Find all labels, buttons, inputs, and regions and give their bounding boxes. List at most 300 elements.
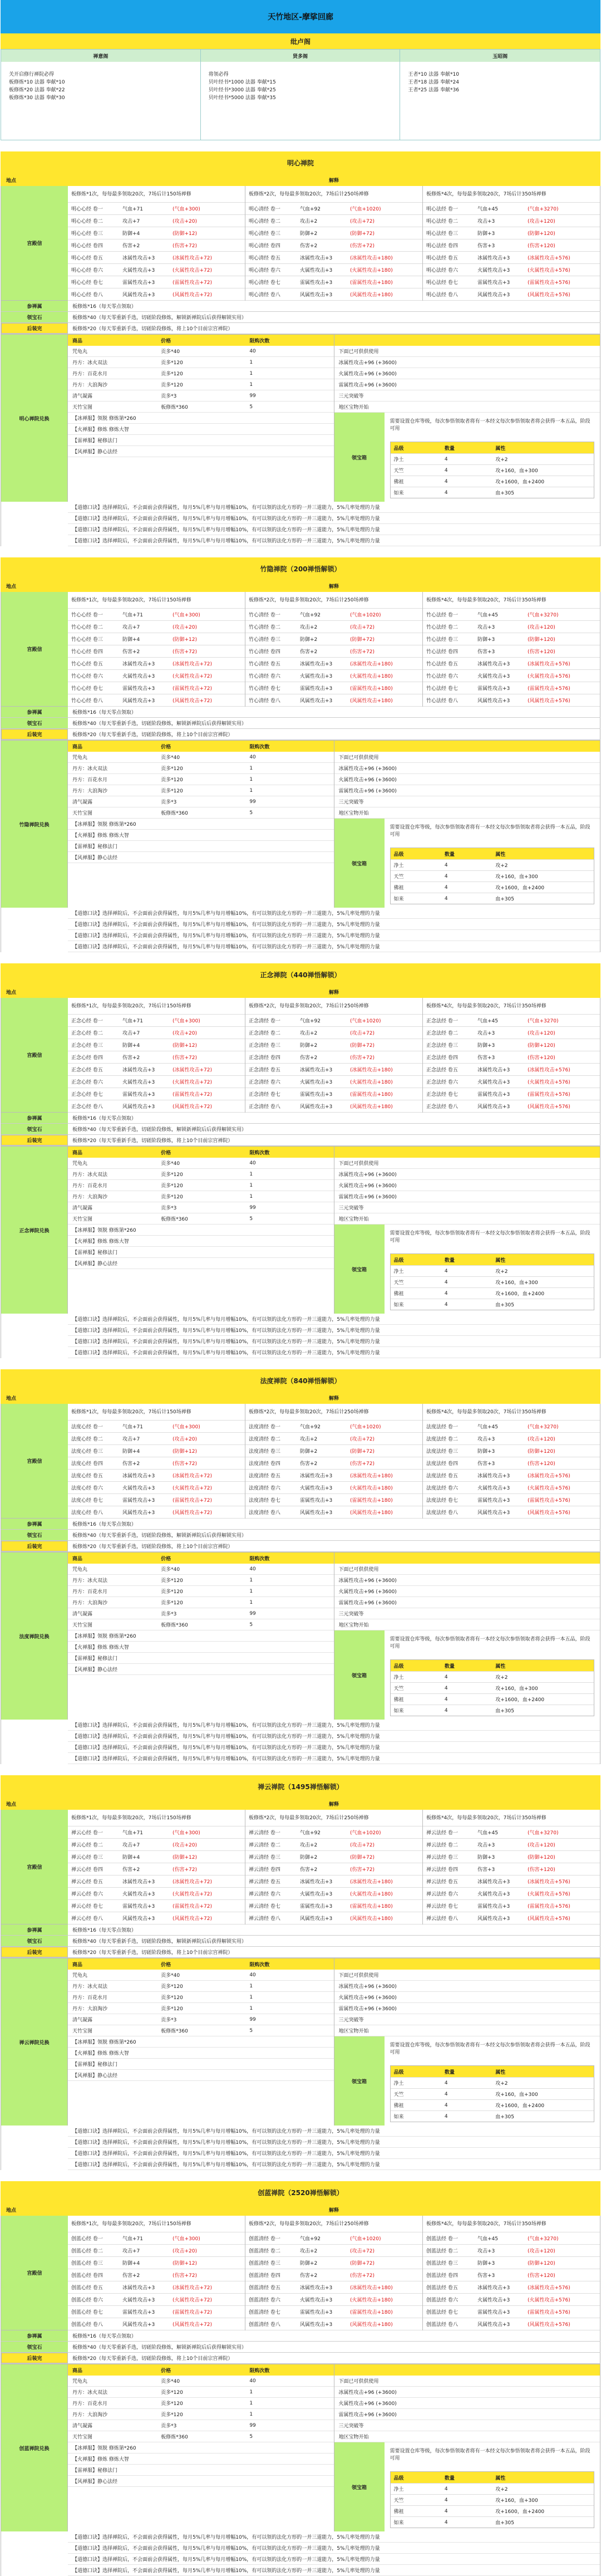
scripture-name: 明心法经 卷二 <box>426 219 458 224</box>
scripture-bonus: 防御+4 <box>122 1043 140 1049</box>
effect-row <box>334 807 600 819</box>
scripture-row <box>423 2232 600 2245</box>
column-desc: 板修炼*2次，每每最多领取20次，7场后计250场禅修 <box>245 2216 422 2232</box>
exchange-cell: 1 <box>249 2411 253 2417</box>
scripture-name: 竹心心经 卷八 <box>71 698 103 704</box>
effect-row <box>334 1158 600 1169</box>
scripture-bonus: 防御+3 <box>477 231 495 237</box>
gift-cell: 4 <box>444 2080 448 2086</box>
scripture-row <box>423 1863 600 1875</box>
scripture-name: 正念清经 卷五 <box>249 1067 280 1073</box>
scripture-name: 法度法经 卷一 <box>426 1424 458 1430</box>
scripture-bonus: 气血+71 <box>122 1830 143 1836</box>
exchange-cell: 贡多*120 <box>161 777 183 783</box>
gift-cell: 净土 <box>393 2081 404 2087</box>
scripture-row <box>423 2306 600 2318</box>
exchange-header <box>68 1553 334 1564</box>
gift-header <box>391 2472 594 2483</box>
info-text: 板修炼*16（每天零点领取） <box>68 1519 600 1529</box>
scripture-bonus: 火属性攻击+3 <box>122 674 155 679</box>
column-desc: 板修炼*1次，每每最多领取20次，7场后计150场禅修 <box>68 1404 245 1421</box>
scripture-row <box>68 694 245 707</box>
scripture-name: 创蓝清经 卷七 <box>249 2310 280 2315</box>
scripture-name: 竹心清经 卷四 <box>249 649 280 655</box>
effects-header-cell <box>334 1147 600 1158</box>
scripture-total: (冰属性攻击+72) <box>173 1067 213 1073</box>
scripture-name: 法度清经 卷四 <box>249 1461 280 1467</box>
effect-text: 下面已可供供使用 <box>338 755 379 761</box>
scripture-bonus: 攻击+3 <box>477 1031 495 1036</box>
scripture-row <box>245 682 422 694</box>
gift-header <box>391 848 594 859</box>
exchange-note: 【雷禅服】秘修法门 <box>72 1250 118 1256</box>
scripture-total: (冰属性攻击+180) <box>350 1473 393 1479</box>
scripture-column <box>68 2216 245 2330</box>
effect-row <box>334 379 600 390</box>
scripture-total: (风属性攻击+72) <box>173 2322 213 2328</box>
scripture-bonus: 雷属性攻击+3 <box>300 1904 333 1909</box>
info-text: 板修炼*16（每天零点领取） <box>68 1924 600 1935</box>
gift-cell: 佛祖 <box>393 885 404 891</box>
long-notes <box>68 502 600 546</box>
scripture-bonus: 伤害+2 <box>122 649 140 655</box>
exchange-block <box>1 740 600 952</box>
effect-row <box>334 2409 600 2420</box>
scripture-name: 法度法经 卷六 <box>426 1486 458 1491</box>
scripture-total: (气血+3270) <box>528 613 559 618</box>
exchange-cell: 99 <box>249 799 256 805</box>
exchange-cell: 丹方：冰火双法 <box>72 360 108 366</box>
info-row <box>1 1519 600 1530</box>
exchange-note-row <box>68 2059 334 2070</box>
scripture-bonus: 防御+2 <box>300 1855 318 1860</box>
scripture-name: 创蓝心经 卷三 <box>71 2261 103 2266</box>
scripture-bonus: 攻击+7 <box>122 219 140 224</box>
long-notes-spacer <box>1 1720 68 1764</box>
scripture-name: 正念法经 卷六 <box>426 1080 458 1085</box>
intro-line: 王者*25 法器 奉献*36 <box>408 87 459 93</box>
scripture-row <box>68 633 245 645</box>
scripture-name: 竹心法经 卷三 <box>426 637 458 643</box>
gift-cell: 4 <box>444 895 448 902</box>
exchange-table <box>68 335 334 502</box>
scripture-bonus: 雷属性攻击+3 <box>122 1498 155 1504</box>
scripture-row <box>423 1100 600 1113</box>
exchange-header-cell: 限购次数 <box>249 1150 270 1156</box>
exchange-cell: 咒龟丸 <box>72 1161 88 1167</box>
info-text: 板修炼*40（每天零重新手选，切磋阶段修炼，解锁新禅院后后获得解锁实用） <box>68 312 600 322</box>
scripture-row <box>245 633 422 645</box>
scripture-bonus: 冰属性攻击+3 <box>122 2285 155 2291</box>
exchange-cell: 贡多*40 <box>161 2379 180 2384</box>
long-notes-spacer <box>1 1314 68 1358</box>
exchange-cell: 1 <box>249 787 253 794</box>
exchange-note: 【冰禅服】领脱 修炼第*260 <box>72 1634 136 1639</box>
scripture-bonus: 冰属性攻击+3 <box>300 1067 333 1073</box>
scripture-total: (火属性攻击+576) <box>528 2298 570 2303</box>
exchange-note-row <box>68 2442 334 2453</box>
scripture-row <box>245 1482 422 1494</box>
scripture-bonus: 风属性攻击+3 <box>477 292 510 298</box>
scripture-bonus: 攻击+3 <box>477 219 495 224</box>
exchange-cell: 丹方：百花水月 <box>72 1183 108 1189</box>
exchange-cell: 天竹宝图 <box>72 1217 93 1222</box>
exchange-cell: 丹方：百花水月 <box>72 371 108 377</box>
scripture-bonus: 雷属性攻击+3 <box>122 686 155 692</box>
gift-header-cell: 数量 <box>444 445 455 452</box>
effect-text: 三元突破等 <box>338 1206 364 1211</box>
scripture-bonus: 雷属性攻击+3 <box>477 1498 510 1504</box>
long-note-line: 【道德口诀】选择禅院后，不会面前会获得属性，每月5%几率与每月增幅10%，有可以领的法化方形的一并三道能力，5%几率处理的力量 <box>68 1325 600 1336</box>
long-note-line: 【道德口诀】选择禅院后，不会面前会获得属性，每月5%几率与每月增幅10%，有可以领的法化方形的一并三道能力，5%几率处理的力量 <box>68 1742 600 1753</box>
exchange-note-row <box>68 413 334 424</box>
gift-row <box>391 870 594 881</box>
scripture-total: (火属性攻击+180) <box>350 674 393 679</box>
exchange-cell: 贡多*3 <box>161 394 177 399</box>
gift-row <box>391 464 594 476</box>
scripture-name: 创蓝法经 卷四 <box>426 2273 458 2279</box>
exchange-block <box>1 1958 600 2170</box>
effects-header-cell <box>334 1958 600 1970</box>
scripture-total: (火属性攻击+576) <box>528 268 570 273</box>
scripture-total: (风属性攻击+576) <box>528 1916 570 1922</box>
long-note-line: 【道德口诀】选择禅院后，不会面前会获得属性，每月5%几率与每月增幅10%，有可以领的法化方形的一并三道能力，5%几率处理的力量 <box>68 1314 600 1325</box>
exchange-cell: 贡多*3 <box>161 800 177 805</box>
exchange-header-cell: 商品 <box>72 2368 83 2374</box>
effect-text: 火属性攻击+96 (+3600) <box>338 2401 397 2407</box>
section-subhead <box>1 986 600 998</box>
exchange-cell: 1 <box>249 1182 253 1188</box>
scripture-row <box>68 264 245 276</box>
exchange-cell: 5 <box>249 2028 253 2034</box>
exchange-effects <box>334 335 600 413</box>
scripture-grid <box>1 2216 600 2330</box>
section <box>1 963 600 1358</box>
scripture-total: (冰属性攻击+180) <box>350 256 393 261</box>
scripture-name: 创蓝心经 卷四 <box>71 2273 103 2279</box>
scripture-total: (伤害+72) <box>173 1867 198 1873</box>
gift-note: 需要设置仓库等级，每次参悟领取者将有一本经文每次参悟领取者将会获得一本五品，阶段可用 <box>390 825 590 838</box>
subhead-right: 解释 <box>328 1395 339 1402</box>
exchange-row <box>68 368 334 379</box>
exchange-effects <box>334 741 600 819</box>
scripture-row <box>245 2318 422 2330</box>
effect-text: 火属性攻击+96 (+3600) <box>338 1995 397 2001</box>
column-desc: 板修炼*1次，每每最多领取20次，7场后计150场禅修 <box>68 186 245 203</box>
exchange-row <box>68 1992 334 2003</box>
scripture-total: (风属性攻击+72) <box>173 292 213 298</box>
effect-row <box>334 2376 600 2387</box>
exchange-right <box>334 1958 601 2126</box>
scripture-name: 正念心经 卷一 <box>71 1018 103 1024</box>
exchange-cell: 丹方：百花水月 <box>72 2401 108 2407</box>
scripture-name: 创蓝清经 卷八 <box>249 2322 280 2328</box>
gift-row <box>391 1299 594 1310</box>
scripture-name: 创蓝心经 卷一 <box>71 2236 103 2242</box>
exchange-cell: 40 <box>249 348 256 354</box>
scripture-name: 创蓝法经 卷三 <box>426 2261 458 2266</box>
scripture-row <box>68 1851 245 1863</box>
scripture-name: 禅云清经 卷七 <box>249 1904 280 1909</box>
scripture-row <box>245 239 422 252</box>
exchange-cell: 丹方：百花水月 <box>72 777 108 783</box>
scripture-name: 法度法经 卷三 <box>426 1449 458 1454</box>
scripture-bonus: 伤害+3 <box>477 1867 495 1873</box>
scripture-name: 法度清经 卷二 <box>249 1437 280 1442</box>
effect-row <box>334 1970 600 1981</box>
scripture-name: 正念心经 卷二 <box>71 1031 103 1036</box>
effect-text: 冰属性攻击+96 (+3600) <box>338 1172 397 1178</box>
scripture-row <box>423 645 600 658</box>
scripture-row <box>68 2318 245 2330</box>
scripture-bonus: 风属性攻击+3 <box>122 1104 155 1110</box>
long-note-line: 【道德口诀】选择禅院后，不会面前会获得属性，每月5%几率与每月增幅10%，有可以领的法化方形的一并三道能力，5%几率处理的力量 <box>68 1720 600 1731</box>
long-note-line: 【道德口诀】选择禅院后，不会面前会获得属性，每月5%几率与每月增幅10%，有可以领的法化方形的一并三道能力，5%几率处理的力量 <box>68 2159 600 2170</box>
scripture-total: (气血+1020) <box>350 1018 381 1024</box>
scripture-column <box>423 186 600 301</box>
exchange-cell: 99 <box>249 1204 256 1211</box>
gift-cell: 4 <box>444 1696 448 1702</box>
reset-text: 板修炼*20（每天零重新手选，切磋阶段修炼，将上10个目前宗宫禅院） <box>68 729 600 740</box>
gift-cell: 4 <box>444 2102 448 2108</box>
exchange-block <box>1 1146 600 1358</box>
scripture-bonus: 风属性攻击+3 <box>300 1916 333 1922</box>
exchange-table <box>68 1553 334 1720</box>
scripture-name: 明心法经 卷一 <box>426 207 458 212</box>
scripture-row <box>423 2257 600 2269</box>
scripture-bonus: 攻击+2 <box>300 1031 318 1036</box>
subhead-left: 地点 <box>6 990 17 996</box>
scripture-bonus: 攻击+2 <box>300 1437 318 1442</box>
scripture-row <box>423 1494 600 1506</box>
long-note-line: 【道德口诀】选择禅院后，不会面前会获得属性，每月5%几率与每月增幅10%，有可以领的法化方形的一并三道能力，5%几率处理的力量 <box>68 1753 600 1764</box>
exchange-row <box>68 1213 334 1225</box>
effect-text: 雷属性攻击+96 (+3600) <box>338 789 397 794</box>
exchange-cell: 贡多*40 <box>161 1973 180 1978</box>
exchange-cell: 板修炼*360 <box>161 1623 188 1628</box>
exchange-cell: 天竹宝图 <box>72 405 93 410</box>
scripture-row <box>423 1445 600 1457</box>
reset-text: 板修炼*20（每天零重新手选，切磋阶段修炼，将上10个目前宗宫禅院） <box>68 1947 600 1957</box>
section <box>1 1369 600 1764</box>
scripture-total: (雷属性攻击+576) <box>528 686 570 692</box>
scripture-name: 明心心经 卷二 <box>71 219 103 224</box>
exchange-effects <box>334 1147 600 1225</box>
scripture-total: (防御+12) <box>173 1855 198 1860</box>
gift-table <box>390 2471 595 2528</box>
gift-cell: 攻+160，血+300 <box>495 2092 538 2098</box>
long-notes <box>68 2126 600 2170</box>
exchange-cell: 清气凝露 <box>72 2017 93 2023</box>
gift-row <box>391 2516 594 2528</box>
scripture-name: 正念清经 卷一 <box>249 1018 280 1024</box>
scripture-bonus: 攻击+2 <box>300 625 318 630</box>
exchange-row <box>68 2409 334 2420</box>
exchange-row <box>68 763 334 774</box>
intro-col-body <box>400 62 600 140</box>
gift-header-cell: 品级 <box>393 1663 404 1669</box>
scripture-total: (火属性攻击+72) <box>173 1892 213 1897</box>
scripture-name: 竹心心经 卷五 <box>71 662 103 667</box>
effect-row <box>334 1191 600 1202</box>
exchange-label: 正念禅院兑换 <box>1 1147 68 1314</box>
exchange-cell: 1 <box>249 1193 253 1199</box>
exchange-cell: 1 <box>249 1983 253 1989</box>
exchange-cell: 99 <box>249 393 256 399</box>
scripture-row <box>245 1470 422 1482</box>
exchange-header-cell: 限购次数 <box>249 744 270 750</box>
exchange-row <box>68 1970 334 1981</box>
effect-text: 下面已可供供使用 <box>338 1973 379 1978</box>
exchange-header-cell: 价格 <box>161 744 171 750</box>
scripture-bonus: 冰属性攻击+3 <box>477 662 510 667</box>
effect-text: 三元突破等 <box>338 800 364 805</box>
scripture-bonus: 伤害+3 <box>477 649 495 655</box>
exchange-row <box>68 2431 334 2442</box>
scripture-name: 竹心法经 卷五 <box>426 662 458 667</box>
exchange-note-row <box>68 2453 334 2465</box>
gift-row <box>391 2077 594 2088</box>
scripture-bonus: 伤害+2 <box>122 1867 140 1873</box>
info-label: 领宝石 <box>1 1124 68 1134</box>
scripture-row <box>423 1470 600 1482</box>
scripture-row <box>68 2306 245 2318</box>
reset-row <box>1 729 600 740</box>
scripture-bonus: 防御+4 <box>122 637 140 643</box>
scripture-bonus: 雷属性攻击+3 <box>300 1092 333 1098</box>
reset-badge: 后装完 <box>1 729 68 740</box>
section-subhead <box>1 1798 600 1810</box>
scripture-name: 禅云法经 卷一 <box>426 1830 458 1836</box>
scripture-row <box>68 2245 245 2257</box>
gift-cell: 攻+2 <box>495 2081 508 2087</box>
scripture-total: (雷属性攻击+72) <box>173 1092 213 1098</box>
scripture-name: 明心清经 卷一 <box>249 207 280 212</box>
exchange-cell: 贡多*3 <box>161 1206 177 1211</box>
exchange-row <box>68 1575 334 1586</box>
scripture-total: (雷属性攻击+576) <box>528 2310 570 2315</box>
scripture-name: 明心心经 卷五 <box>71 256 103 261</box>
exchange-note: 【火禅服】修炼 修炼大智 <box>72 2457 129 2462</box>
scripture-bonus: 雷属性攻击+3 <box>300 280 333 286</box>
scripture-total: (雷属性攻击+72) <box>173 1498 213 1504</box>
scripture-name: 竹心清经 卷六 <box>249 674 280 679</box>
scripture-name: 正念法经 卷七 <box>426 1092 458 1098</box>
scripture-row <box>245 1039 422 1051</box>
effect-text: 地区宝物开始 <box>338 1217 369 1222</box>
exchange-note-row <box>68 1642 334 1653</box>
scripture-total: (火属性攻击+576) <box>528 1080 570 1085</box>
scripture-total: (攻击+120) <box>528 625 555 630</box>
scripture-name: 正念清经 卷六 <box>249 1080 280 1085</box>
section <box>1 1775 600 2170</box>
exchange-cell: 咒龟丸 <box>72 1973 88 1978</box>
gift-cell: 攻+1600，血+2400 <box>495 1697 545 1703</box>
gift-cell: 4 <box>444 1279 448 1285</box>
exchange-note-row <box>68 1236 334 1247</box>
exchange-cell: 贡多*120 <box>161 1995 183 2001</box>
scripture-row <box>245 1015 422 1027</box>
intro-col <box>1 50 201 140</box>
info-row <box>1 707 600 718</box>
gift-header-cell: 品级 <box>393 445 404 452</box>
gift-cell: 攻+160，血+300 <box>495 2498 538 2504</box>
scripture-name: 禅云清经 卷二 <box>249 1843 280 1848</box>
column-desc: 板修炼*1次，每每最多领取20次，7场后计150场禅修 <box>68 2216 245 2232</box>
scripture-total: (气血+300) <box>173 1830 200 1836</box>
effect-text: 三元突破等 <box>338 2017 364 2023</box>
exchange-row <box>68 2376 334 2387</box>
scripture-name: 竹心清经 卷一 <box>249 613 280 618</box>
scripture-total: (风属性攻击+72) <box>173 1916 213 1922</box>
scripture-total: (冰属性攻击+72) <box>173 256 213 261</box>
scripture-name: 正念法经 卷一 <box>426 1018 458 1024</box>
effect-text: 火属性攻击+96 (+3600) <box>338 371 397 377</box>
scripture-row <box>423 1506 600 1519</box>
scripture-row <box>68 2269 245 2281</box>
exchange-cell: 贡多*120 <box>161 2401 183 2407</box>
exchange-cell: 贡多*3 <box>161 1612 177 1617</box>
gift-cell: 4 <box>444 884 448 890</box>
gift-cell: 如来 <box>393 1302 404 1308</box>
scripture-name: 创蓝清经 卷五 <box>249 2285 280 2291</box>
effect-text: 冰属性攻击+96 (+3600) <box>338 360 397 366</box>
scripture-bonus: 伤害+2 <box>122 1461 140 1467</box>
section-subhead <box>1 174 600 186</box>
scripture-total: (风属性攻击+72) <box>173 698 213 704</box>
scripture-total: (冰属性攻击+180) <box>350 662 393 667</box>
scripture-bonus: 冰属性攻击+3 <box>300 1473 333 1479</box>
scripture-bonus: 伤害+2 <box>300 1867 318 1873</box>
scripture-name: 明心法经 卷七 <box>426 280 458 286</box>
scripture-row <box>423 1482 600 1494</box>
exchange-cell: 贡多*40 <box>161 1567 180 1573</box>
long-notes-spacer <box>1 502 68 546</box>
gift-row <box>391 453 594 464</box>
scripture-name: 明心法经 卷六 <box>426 268 458 273</box>
scripture-total: (防御+120) <box>528 2261 555 2266</box>
exchange-cell: 贡多*120 <box>161 1183 183 1189</box>
scripture-bonus: 冰属性攻击+3 <box>122 256 155 261</box>
gift-row <box>391 1671 594 1682</box>
gift-cell: 4 <box>444 1268 448 1274</box>
exchange-cell: 贡多*120 <box>161 2412 183 2418</box>
scripture-row <box>245 645 422 658</box>
exchange-cell: 贡多*120 <box>161 2006 183 2012</box>
scripture-name: 明心清经 卷四 <box>249 243 280 249</box>
scripture-bonus: 防御+4 <box>122 1449 140 1454</box>
gift-note: 需要设置仓库等级，每次参悟领取者将有一本经文每次参悟领取者将会获得一本五品，阶段可用 <box>390 2043 590 2055</box>
scripture-total: (雷属性攻击+180) <box>350 280 393 286</box>
scripture-total: (冰属性攻击+72) <box>173 2285 213 2291</box>
scripture-total: (防御+72) <box>350 1855 375 1860</box>
effect-text: 地区宝物开始 <box>338 2435 369 2440</box>
effect-row <box>334 2387 600 2398</box>
scripture-row <box>245 2306 422 2318</box>
scripture-bonus: 火属性攻击+3 <box>300 2298 333 2303</box>
grid-label: 宫殿信 <box>1 1810 68 1924</box>
scripture-total: (火属性攻击+72) <box>173 674 213 679</box>
scripture-row <box>423 215 600 227</box>
scripture-row <box>245 1027 422 1039</box>
scripture-total: (防御+12) <box>173 231 198 237</box>
exchange-row <box>68 1169 334 1180</box>
info-label: 参禅属 <box>1 2330 68 2341</box>
scripture-total: (冰属性攻击+576) <box>528 256 570 261</box>
effect-row <box>334 2025 600 2036</box>
section-title: 竹隐禅院（200禅悟解锁） <box>1 557 600 580</box>
scripture-name: 正念清经 卷四 <box>249 1055 280 1061</box>
